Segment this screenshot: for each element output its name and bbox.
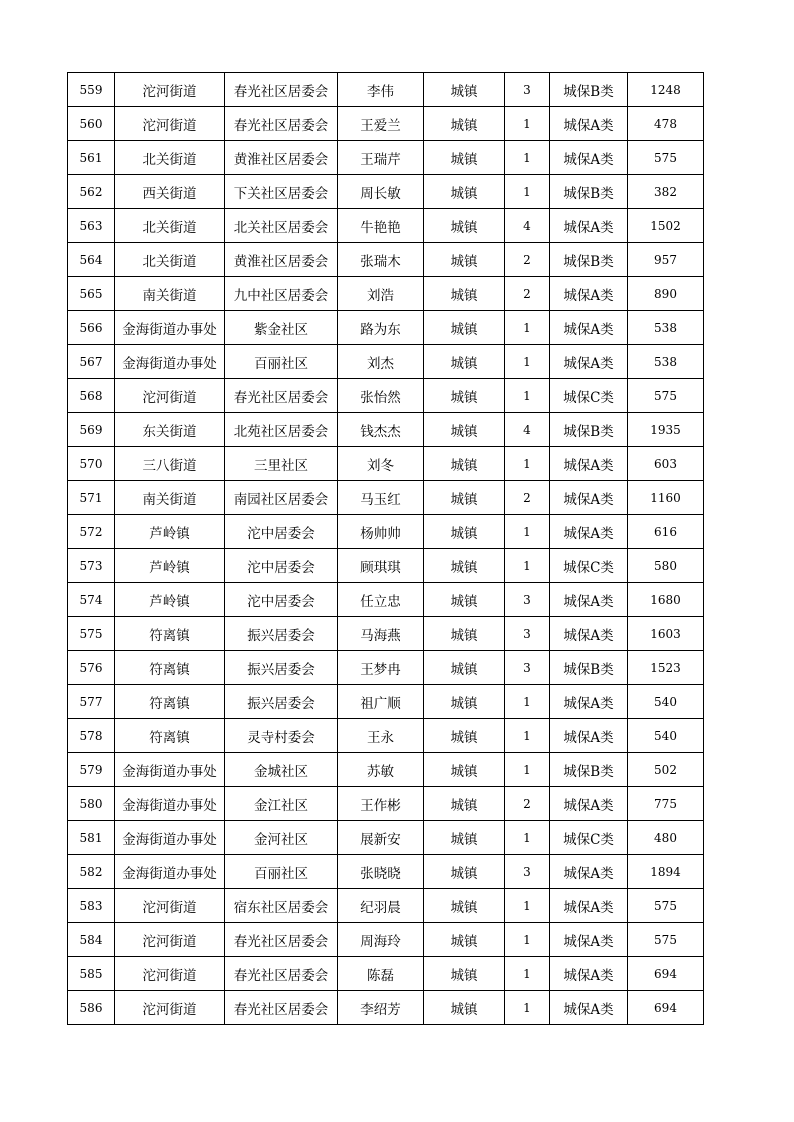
cell-community: 南园社区居委会 <box>225 481 338 515</box>
table-row <box>68 209 704 243</box>
cell-community: 金江社区 <box>225 787 338 821</box>
cell-street: 沱河街道 <box>115 991 225 1025</box>
cell-amount: 1248 <box>628 73 704 107</box>
cell-community: 振兴居委会 <box>225 685 338 719</box>
table-row <box>68 379 704 413</box>
cell-street: 西关街道 <box>115 175 225 209</box>
cell-row-number: 576 <box>68 651 115 685</box>
cell-amount: 540 <box>628 685 704 719</box>
cell-street: 三八街道 <box>115 447 225 481</box>
cell-community: 金城社区 <box>225 753 338 787</box>
cell-name: 王爱兰 <box>338 107 424 141</box>
cell-insurance-class: 城保A类 <box>550 685 628 719</box>
cell-member-count: 1 <box>505 719 550 753</box>
cell-insurance-class: 城保B类 <box>550 243 628 277</box>
cell-name: 陈磊 <box>338 957 424 991</box>
cell-household-type: 城镇 <box>424 481 505 515</box>
cell-member-count: 1 <box>505 549 550 583</box>
table-row <box>68 855 704 889</box>
cell-community: 黄淮社区居委会 <box>225 141 338 175</box>
cell-street: 金海街道办事处 <box>115 753 225 787</box>
cell-name: 展新安 <box>338 821 424 855</box>
cell-household-type: 城镇 <box>424 175 505 209</box>
cell-name: 李伟 <box>338 73 424 107</box>
cell-amount: 538 <box>628 345 704 379</box>
cell-amount: 1523 <box>628 651 704 685</box>
cell-member-count: 2 <box>505 481 550 515</box>
cell-member-count: 1 <box>505 141 550 175</box>
cell-amount: 575 <box>628 889 704 923</box>
cell-household-type: 城镇 <box>424 889 505 923</box>
cell-name: 王永 <box>338 719 424 753</box>
cell-street: 沱河街道 <box>115 923 225 957</box>
cell-amount: 538 <box>628 311 704 345</box>
cell-community: 三里社区 <box>225 447 338 481</box>
cell-household-type: 城镇 <box>424 209 505 243</box>
cell-household-type: 城镇 <box>424 73 505 107</box>
cell-insurance-class: 城保A类 <box>550 107 628 141</box>
cell-row-number: 584 <box>68 923 115 957</box>
cell-household-type: 城镇 <box>424 379 505 413</box>
cell-amount: 575 <box>628 141 704 175</box>
table-row <box>68 413 704 447</box>
cell-member-count: 1 <box>505 821 550 855</box>
cell-amount: 890 <box>628 277 704 311</box>
cell-street: 金海街道办事处 <box>115 311 225 345</box>
cell-row-number: 568 <box>68 379 115 413</box>
cell-insurance-class: 城保A类 <box>550 583 628 617</box>
cell-community: 春光社区居委会 <box>225 379 338 413</box>
cell-row-number: 567 <box>68 345 115 379</box>
cell-name: 马玉红 <box>338 481 424 515</box>
cell-community: 下关社区居委会 <box>225 175 338 209</box>
cell-name: 王梦冉 <box>338 651 424 685</box>
cell-insurance-class: 城保B类 <box>550 651 628 685</box>
cell-insurance-class: 城保A类 <box>550 957 628 991</box>
cell-amount: 1935 <box>628 413 704 447</box>
cell-household-type: 城镇 <box>424 447 505 481</box>
cell-street: 金海街道办事处 <box>115 787 225 821</box>
cell-street: 南关街道 <box>115 277 225 311</box>
cell-street: 符离镇 <box>115 719 225 753</box>
cell-name: 张怡然 <box>338 379 424 413</box>
table-row <box>68 889 704 923</box>
cell-name: 祖广顺 <box>338 685 424 719</box>
cell-name: 钱杰杰 <box>338 413 424 447</box>
cell-household-type: 城镇 <box>424 787 505 821</box>
table-row <box>68 345 704 379</box>
cell-row-number: 579 <box>68 753 115 787</box>
cell-member-count: 1 <box>505 515 550 549</box>
cell-name: 刘冬 <box>338 447 424 481</box>
cell-household-type: 城镇 <box>424 651 505 685</box>
table-row <box>68 821 704 855</box>
table-row <box>68 787 704 821</box>
cell-member-count: 2 <box>505 243 550 277</box>
cell-member-count: 2 <box>505 787 550 821</box>
cell-amount: 1680 <box>628 583 704 617</box>
cell-household-type: 城镇 <box>424 277 505 311</box>
table-row <box>68 549 704 583</box>
cell-name: 张瑞木 <box>338 243 424 277</box>
cell-amount: 957 <box>628 243 704 277</box>
cell-name: 刘杰 <box>338 345 424 379</box>
cell-household-type: 城镇 <box>424 311 505 345</box>
table-row <box>68 583 704 617</box>
table-row <box>68 311 704 345</box>
cell-amount: 1502 <box>628 209 704 243</box>
cell-insurance-class: 城保B类 <box>550 753 628 787</box>
cell-street: 北关街道 <box>115 141 225 175</box>
cell-member-count: 1 <box>505 379 550 413</box>
cell-member-count: 3 <box>505 73 550 107</box>
cell-household-type: 城镇 <box>424 549 505 583</box>
cell-insurance-class: 城保B类 <box>550 413 628 447</box>
cell-row-number: 577 <box>68 685 115 719</box>
cell-amount: 1894 <box>628 855 704 889</box>
cell-street: 东关街道 <box>115 413 225 447</box>
cell-row-number: 578 <box>68 719 115 753</box>
table-row <box>68 685 704 719</box>
cell-insurance-class: 城保A类 <box>550 719 628 753</box>
table-row <box>68 991 704 1025</box>
table-row <box>68 957 704 991</box>
table-row <box>68 923 704 957</box>
cell-member-count: 1 <box>505 753 550 787</box>
cell-row-number: 569 <box>68 413 115 447</box>
cell-name: 马海燕 <box>338 617 424 651</box>
cell-member-count: 1 <box>505 345 550 379</box>
cell-amount: 540 <box>628 719 704 753</box>
cell-community: 北关社区居委会 <box>225 209 338 243</box>
cell-name: 路为东 <box>338 311 424 345</box>
cell-amount: 575 <box>628 923 704 957</box>
cell-insurance-class: 城保A类 <box>550 889 628 923</box>
cell-insurance-class: 城保A类 <box>550 481 628 515</box>
table-row <box>68 447 704 481</box>
cell-amount: 694 <box>628 957 704 991</box>
cell-street: 沱河街道 <box>115 73 225 107</box>
cell-insurance-class: 城保A类 <box>550 141 628 175</box>
cell-community: 春光社区居委会 <box>225 107 338 141</box>
cell-household-type: 城镇 <box>424 855 505 889</box>
cell-insurance-class: 城保A类 <box>550 209 628 243</box>
cell-community: 春光社区居委会 <box>225 957 338 991</box>
cell-household-type: 城镇 <box>424 923 505 957</box>
cell-community: 春光社区居委会 <box>225 923 338 957</box>
cell-street: 符离镇 <box>115 651 225 685</box>
cell-amount: 478 <box>628 107 704 141</box>
cell-amount: 616 <box>628 515 704 549</box>
cell-row-number: 586 <box>68 991 115 1025</box>
roster-body <box>68 73 704 1025</box>
cell-name: 苏敏 <box>338 753 424 787</box>
cell-street: 沱河街道 <box>115 957 225 991</box>
cell-member-count: 1 <box>505 685 550 719</box>
cell-amount: 603 <box>628 447 704 481</box>
cell-street: 北关街道 <box>115 243 225 277</box>
cell-row-number: 559 <box>68 73 115 107</box>
roster-table <box>67 72 704 1025</box>
cell-insurance-class: 城保A类 <box>550 855 628 889</box>
cell-community: 百丽社区 <box>225 855 338 889</box>
table-row <box>68 753 704 787</box>
table-row <box>68 107 704 141</box>
cell-member-count: 1 <box>505 175 550 209</box>
cell-row-number: 581 <box>68 821 115 855</box>
cell-name: 李绍芳 <box>338 991 424 1025</box>
cell-community: 振兴居委会 <box>225 617 338 651</box>
cell-row-number: 565 <box>68 277 115 311</box>
cell-household-type: 城镇 <box>424 583 505 617</box>
cell-insurance-class: 城保A类 <box>550 991 628 1025</box>
cell-street: 芦岭镇 <box>115 549 225 583</box>
cell-household-type: 城镇 <box>424 515 505 549</box>
cell-community: 春光社区居委会 <box>225 73 338 107</box>
cell-member-count: 3 <box>505 651 550 685</box>
table-row <box>68 515 704 549</box>
cell-row-number: 566 <box>68 311 115 345</box>
cell-name: 任立忠 <box>338 583 424 617</box>
cell-member-count: 1 <box>505 889 550 923</box>
table-row <box>68 277 704 311</box>
cell-member-count: 1 <box>505 957 550 991</box>
cell-amount: 1603 <box>628 617 704 651</box>
cell-member-count: 3 <box>505 855 550 889</box>
cell-insurance-class: 城保A类 <box>550 617 628 651</box>
cell-name: 纪羽晨 <box>338 889 424 923</box>
table-row <box>68 175 704 209</box>
table-row <box>68 73 704 107</box>
cell-name: 王瑞芹 <box>338 141 424 175</box>
cell-household-type: 城镇 <box>424 753 505 787</box>
cell-community: 沱中居委会 <box>225 549 338 583</box>
cell-name: 牛艳艳 <box>338 209 424 243</box>
cell-household-type: 城镇 <box>424 821 505 855</box>
cell-amount: 1160 <box>628 481 704 515</box>
cell-row-number: 580 <box>68 787 115 821</box>
table-row <box>68 481 704 515</box>
cell-name: 刘浩 <box>338 277 424 311</box>
cell-name: 周长敏 <box>338 175 424 209</box>
cell-household-type: 城镇 <box>424 719 505 753</box>
cell-community: 百丽社区 <box>225 345 338 379</box>
cell-row-number: 564 <box>68 243 115 277</box>
cell-amount: 575 <box>628 379 704 413</box>
cell-row-number: 573 <box>68 549 115 583</box>
cell-insurance-class: 城保A类 <box>550 787 628 821</box>
cell-household-type: 城镇 <box>424 107 505 141</box>
cell-row-number: 585 <box>68 957 115 991</box>
cell-amount: 382 <box>628 175 704 209</box>
cell-member-count: 4 <box>505 413 550 447</box>
cell-insurance-class: 城保C类 <box>550 821 628 855</box>
table-row <box>68 141 704 175</box>
cell-insurance-class: 城保A类 <box>550 923 628 957</box>
cell-street: 沱河街道 <box>115 889 225 923</box>
cell-insurance-class: 城保C类 <box>550 379 628 413</box>
cell-member-count: 3 <box>505 617 550 651</box>
cell-name: 顾琪琪 <box>338 549 424 583</box>
table-row <box>68 617 704 651</box>
cell-community: 沱中居委会 <box>225 583 338 617</box>
cell-insurance-class: 城保B类 <box>550 73 628 107</box>
cell-amount: 694 <box>628 991 704 1025</box>
cell-member-count: 3 <box>505 583 550 617</box>
cell-street: 金海街道办事处 <box>115 855 225 889</box>
cell-row-number: 582 <box>68 855 115 889</box>
cell-member-count: 4 <box>505 209 550 243</box>
cell-name: 张晓晓 <box>338 855 424 889</box>
cell-row-number: 572 <box>68 515 115 549</box>
cell-member-count: 1 <box>505 447 550 481</box>
cell-member-count: 1 <box>505 311 550 345</box>
cell-street: 符离镇 <box>115 617 225 651</box>
cell-household-type: 城镇 <box>424 141 505 175</box>
cell-community: 宿东社区居委会 <box>225 889 338 923</box>
cell-household-type: 城镇 <box>424 957 505 991</box>
cell-household-type: 城镇 <box>424 345 505 379</box>
cell-amount: 480 <box>628 821 704 855</box>
cell-insurance-class: 城保C类 <box>550 549 628 583</box>
cell-street: 符离镇 <box>115 685 225 719</box>
cell-street: 芦岭镇 <box>115 515 225 549</box>
cell-street: 金海街道办事处 <box>115 821 225 855</box>
cell-row-number: 583 <box>68 889 115 923</box>
cell-insurance-class: 城保A类 <box>550 515 628 549</box>
cell-street: 沱河街道 <box>115 379 225 413</box>
cell-insurance-class: 城保A类 <box>550 277 628 311</box>
cell-community: 黄淮社区居委会 <box>225 243 338 277</box>
cell-street: 金海街道办事处 <box>115 345 225 379</box>
cell-member-count: 2 <box>505 277 550 311</box>
cell-community: 九中社区居委会 <box>225 277 338 311</box>
cell-row-number: 574 <box>68 583 115 617</box>
cell-community: 紫金社区 <box>225 311 338 345</box>
table-row <box>68 243 704 277</box>
cell-name: 杨帅帅 <box>338 515 424 549</box>
cell-household-type: 城镇 <box>424 685 505 719</box>
cell-street: 南关街道 <box>115 481 225 515</box>
cell-member-count: 1 <box>505 991 550 1025</box>
cell-community: 沱中居委会 <box>225 515 338 549</box>
cell-insurance-class: 城保A类 <box>550 311 628 345</box>
cell-street: 北关街道 <box>115 209 225 243</box>
cell-household-type: 城镇 <box>424 413 505 447</box>
cell-row-number: 562 <box>68 175 115 209</box>
table-row <box>68 651 704 685</box>
cell-community: 北苑社区居委会 <box>225 413 338 447</box>
cell-insurance-class: 城保A类 <box>550 345 628 379</box>
cell-amount: 502 <box>628 753 704 787</box>
cell-street: 芦岭镇 <box>115 583 225 617</box>
table-row <box>68 719 704 753</box>
cell-community: 振兴居委会 <box>225 651 338 685</box>
cell-household-type: 城镇 <box>424 243 505 277</box>
cell-row-number: 560 <box>68 107 115 141</box>
cell-member-count: 1 <box>505 107 550 141</box>
cell-community: 金河社区 <box>225 821 338 855</box>
cell-insurance-class: 城保A类 <box>550 447 628 481</box>
cell-member-count: 1 <box>505 923 550 957</box>
cell-community: 春光社区居委会 <box>225 991 338 1025</box>
cell-street: 沱河街道 <box>115 107 225 141</box>
cell-community: 灵寺村委会 <box>225 719 338 753</box>
cell-name: 周海玲 <box>338 923 424 957</box>
cell-row-number: 561 <box>68 141 115 175</box>
cell-household-type: 城镇 <box>424 991 505 1025</box>
cell-insurance-class: 城保B类 <box>550 175 628 209</box>
cell-amount: 580 <box>628 549 704 583</box>
cell-name: 王作彬 <box>338 787 424 821</box>
cell-amount: 775 <box>628 787 704 821</box>
cell-row-number: 570 <box>68 447 115 481</box>
cell-household-type: 城镇 <box>424 617 505 651</box>
cell-row-number: 563 <box>68 209 115 243</box>
cell-row-number: 571 <box>68 481 115 515</box>
cell-row-number: 575 <box>68 617 115 651</box>
